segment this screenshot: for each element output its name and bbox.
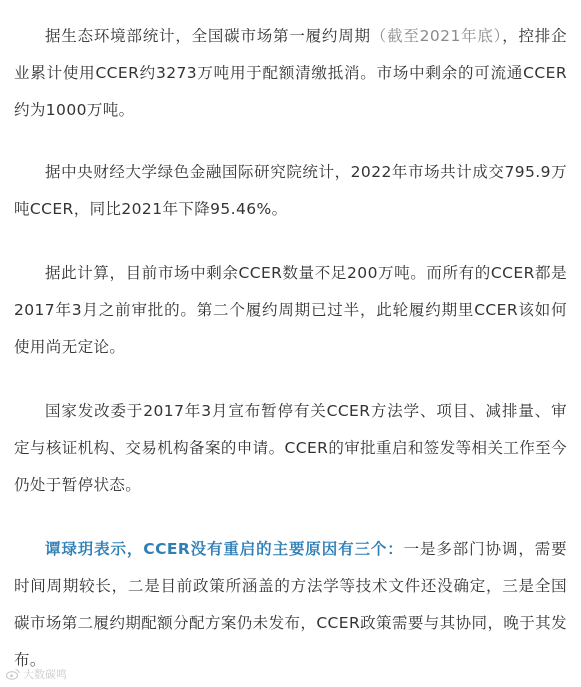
- p1-text-before: 据生态环境部统计，全国碳市场第一履约周期: [45, 27, 371, 45]
- paragraph-suspension: 国家发改委于2017年3月宣布暂停有关CCER方法学、项目、减排量、审定与核证机构、交易机构备案的申请。CCER的审批重启和签发等相关工作至今仍处于暂停状态。: [14, 402, 567, 494]
- paragraph-trade-volume: 据中央财经大学绿色金融国际研究院统计，2022年市场共计成交795.9万吨CCER，同比2021年下降95.46%。: [14, 163, 567, 218]
- paragraph-reasons: [14, 531, 567, 679]
- watermark-text: 大数碳鸣: [23, 668, 67, 681]
- paragraph-remaining-ccer: 据此计算，目前市场中剩余CCER数量不足200万吨。而所有的CCER都是2017年3月之前审批的。第二个履约周期已过半，此轮履约期里CCER该如何使用尚无定论。: [14, 264, 567, 356]
- p1-text-after: ，控排企业累计使用CCER约3273万吨用于配额清缴抵消。市场中剩余的可流通CCER约为1000万吨。: [14, 27, 567, 119]
- p1-parenthetical: （截至2021年底）: [370, 27, 503, 45]
- p5-text-rest: 一是多部门协调，需要时间周期较长，二是目前政策所涵盖的方法学等技术文件还没确定，三是全国碳市场第二履约期配额分配方案仍未发布，CCER政策需要与其协同，晚于其发布。: [14, 540, 567, 669]
- paragraph-ccer-usage: [14, 18, 567, 129]
- weibo-icon: [6, 668, 20, 680]
- p5-highlight-quote: 谭琭玥表示，CCER没有重启的主要原因有三个：: [45, 540, 404, 558]
- watermark: [6, 666, 67, 682]
